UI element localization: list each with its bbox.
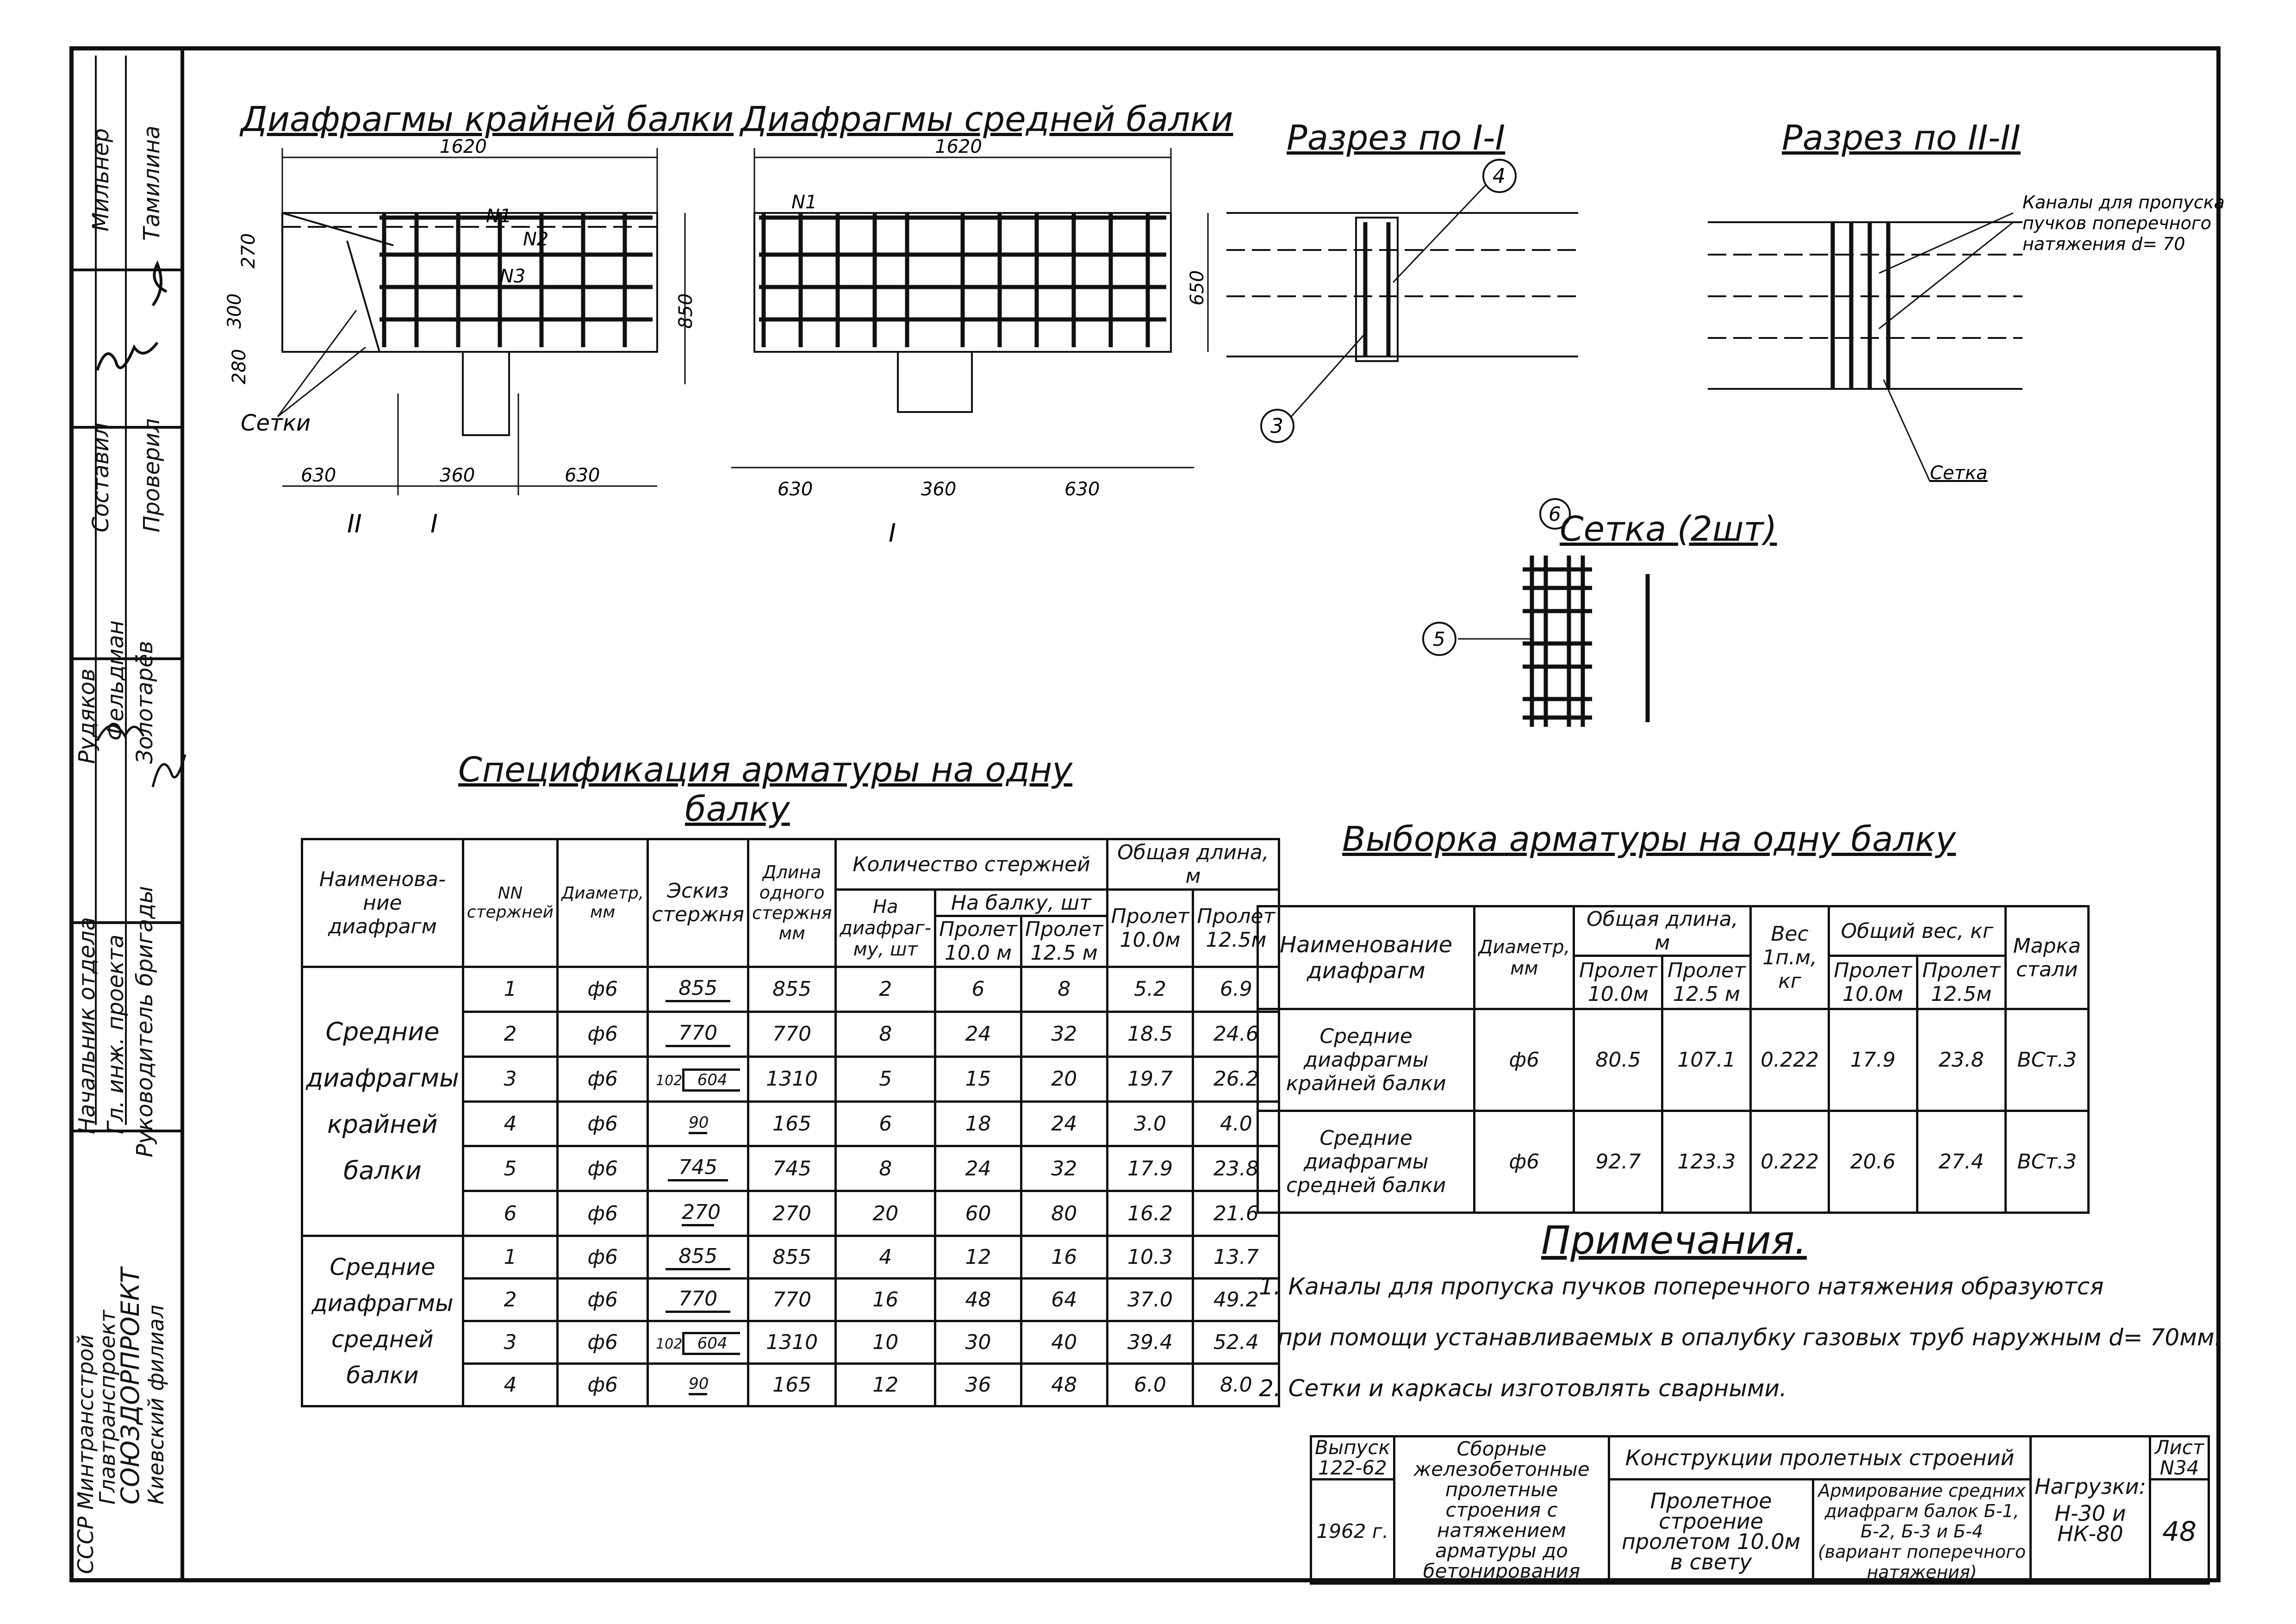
org-line-3: СОЮЗДОРПРОЕКТ: [116, 1268, 145, 1505]
cell: 23.8: [1917, 1009, 2005, 1111]
sketch-cell: [648, 1056, 748, 1101]
cell: 1310: [748, 1321, 835, 1364]
sketch-label: 770: [666, 1021, 730, 1047]
stamp-page: 48: [2150, 1480, 2209, 1584]
cell: 16.2: [1107, 1191, 1193, 1236]
mark-n3: N3: [500, 266, 526, 287]
spec-h-count: Количество стержней: [836, 839, 1107, 890]
cell: 1310: [748, 1056, 835, 1101]
sel-h-w10: Пролет 10.0м: [1829, 956, 1917, 1009]
cell: 2: [463, 1012, 557, 1056]
dim-outer-360: 360: [440, 465, 475, 486]
cell: 6: [935, 967, 1021, 1012]
sketch-cell: [648, 1191, 748, 1236]
cell: 21.6: [1193, 1191, 1279, 1236]
stamp-load: [2031, 1437, 2150, 1584]
sketch-cell: [648, 1364, 748, 1406]
dim-middle-630b: 630: [1064, 479, 1100, 500]
cell: 49.2: [1193, 1279, 1279, 1321]
title-section-1: Разрез по I-I: [1287, 118, 1506, 158]
sketch-label: 770: [666, 1287, 730, 1313]
sketch-label: 604: [682, 1068, 740, 1092]
stamp-series: Сборные железобетонные пролетные строения с натяжением арматуры до бетонирования: [1394, 1437, 1609, 1584]
cell: ф6: [558, 1321, 648, 1364]
cell: 770: [748, 1012, 835, 1056]
dim-outer-300: 300: [224, 293, 245, 329]
cell: 8: [836, 1012, 935, 1056]
mesh-drawing: [1407, 491, 1731, 768]
name-top-1: Мильнер: [88, 128, 114, 231]
dim-outer-1620: 1620: [440, 136, 487, 157]
cell: 1: [463, 967, 557, 1012]
cell: 12: [935, 1236, 1021, 1279]
cell: ф6: [558, 1056, 648, 1101]
cell: 23.8: [1193, 1146, 1279, 1191]
cell: 24: [935, 1146, 1021, 1191]
cell: 2: [836, 967, 935, 1012]
spec-title-2: балку: [685, 789, 790, 829]
spec-group-1-name: Средние диафрагмы крайней балки: [302, 967, 463, 1236]
cell: 20: [836, 1191, 935, 1236]
cell: 4.0: [1193, 1101, 1279, 1146]
cell: 16: [1021, 1236, 1107, 1279]
spec-h-span10: Пролет 10.0 м: [935, 916, 1021, 967]
spec-h-dia: Диаметр, мм: [558, 839, 648, 967]
cell: 6.9: [1193, 967, 1279, 1012]
cell: 64: [1021, 1279, 1107, 1321]
selection-title: Выборка арматуры на одну балку: [1342, 819, 1956, 859]
cell: ф6: [558, 1191, 648, 1236]
cell: 165: [748, 1101, 835, 1146]
cell: 80: [1021, 1191, 1107, 1236]
cell: 39.4: [1107, 1321, 1193, 1364]
dim-middle-1620: 1620: [935, 136, 982, 157]
sketch-side: 102: [656, 1336, 683, 1352]
name-2: Фельдман: [103, 620, 129, 741]
cell: 20: [1021, 1056, 1107, 1101]
spec-h-sketch: Эскиз стержня: [648, 839, 748, 967]
cell: 107.1: [1662, 1009, 1751, 1111]
sel-h-w: Вес 1п.м, кг: [1751, 906, 1829, 1009]
cell: 15: [935, 1056, 1021, 1101]
sel-h-l10: Пролет 10.0м: [1574, 956, 1662, 1009]
sketch-label: 90: [689, 1113, 707, 1134]
cell: 48: [935, 1279, 1021, 1321]
cell: Средние диафрагмы средней балки: [1258, 1111, 1475, 1213]
callout-3: 3: [1270, 414, 1283, 438]
spec-h-num: NN стержней: [463, 839, 557, 967]
cell: ф6: [558, 1236, 648, 1279]
note-1b: при помощи устанавливаемых в опалубку газовых труб наружным d= 70мм.: [1277, 1324, 2222, 1351]
stamp-load-value: Н-30 и НК-80: [2054, 1500, 2126, 1546]
cell: 12: [836, 1364, 935, 1406]
name-1: Рудяков: [74, 668, 100, 764]
stamp-sheet-value: N34: [2159, 1456, 2199, 1479]
cell: 5: [836, 1056, 935, 1101]
cell: 26.2: [1193, 1056, 1279, 1101]
role-chief: Гл. инж. проекта: [103, 934, 129, 1134]
spec-h-span125: Пролет 12.5 м: [1021, 916, 1107, 967]
table-row: [1258, 1009, 2089, 1111]
spec-h-t125: Пролет 12.5м: [1193, 890, 1279, 967]
cell: 32: [1021, 1012, 1107, 1056]
note-2: 2. Сетки и каркасы изготовлять сварными.: [1259, 1375, 1787, 1402]
cell: ф6: [1475, 1111, 1574, 1213]
cell: 5: [463, 1146, 557, 1191]
cell: ф6: [558, 1101, 648, 1146]
spec-group-2-name: Средние диафрагмы средней балки: [302, 1236, 463, 1406]
title-outer-beam: Диафрагмы крайней балки: [241, 100, 734, 139]
cell: 60: [935, 1191, 1021, 1236]
cell: 36: [935, 1364, 1021, 1406]
org-line-1: СССР Минтрансстрой: [73, 1334, 98, 1574]
channels-line-1: Каналы для пропуска: [2022, 192, 2225, 212]
table-row: [302, 1236, 1279, 1279]
channels-line-3: натяжения d= 70: [2022, 234, 2185, 254]
cell: 123.3: [1662, 1111, 1751, 1213]
dim-outer-630b: 630: [565, 465, 600, 486]
notes: [1259, 1273, 2222, 1426]
sketch-cell: [648, 1279, 748, 1321]
sketch-label: 745: [668, 1156, 728, 1181]
dim-outer-280: 280: [229, 349, 250, 384]
sketch-cell: [648, 1236, 748, 1279]
dim-middle-360: 360: [921, 479, 957, 500]
spec-h-name: Наименова-ние диафрагм: [302, 839, 463, 967]
sel-h-name: Наименование диафрагм: [1258, 906, 1475, 1009]
spec-table: [301, 838, 1280, 1407]
name-3: Золотарёв: [132, 641, 158, 764]
cell: 8: [836, 1146, 935, 1191]
spec-title-1: Спецификация арматуры на одну: [458, 750, 1073, 790]
cell: 20.6: [1829, 1111, 1917, 1213]
cell: 16: [836, 1279, 935, 1321]
cell: ф6: [558, 1279, 648, 1321]
cell: 1: [463, 1236, 557, 1279]
sel-h-len: Общая длина, м: [1574, 906, 1751, 956]
cell: 0.222: [1751, 1009, 1829, 1111]
cell: 855: [748, 1236, 835, 1279]
cell: 48: [1021, 1364, 1107, 1406]
channels-line-2: пучков поперечного: [2022, 213, 2212, 233]
cell: Средние диафрагмы крайней балки: [1258, 1009, 1475, 1111]
outer-beam-drawing: [224, 134, 703, 551]
cell: 27.4: [1917, 1111, 2005, 1213]
stamp-sheet: [2150, 1437, 2209, 1480]
cell: 30: [935, 1321, 1021, 1364]
section-2-drawing: [1708, 185, 2263, 500]
sketch-cell: [648, 1101, 748, 1146]
sketch-label: 855: [666, 1244, 730, 1270]
cell: 24.6: [1193, 1012, 1279, 1056]
cell: ф6: [558, 1012, 648, 1056]
cell: 0.222: [1751, 1111, 1829, 1213]
sketch-side: 102: [656, 1072, 683, 1089]
dim-middle-650: 650: [1187, 270, 1208, 306]
cell: ВСт.3: [2005, 1111, 2088, 1213]
cell: 745: [748, 1146, 835, 1191]
spec-h-total: Общая длина, м: [1107, 839, 1279, 890]
dim-middle-630a: 630: [778, 479, 813, 500]
cell: 4: [836, 1236, 935, 1279]
stamp-content: Армирование средних диафрагм балок Б-1, Б-2, Б-3 и Б-4 (вариант поперечного натяжения): [1813, 1480, 2031, 1584]
section-1-drawing: [1226, 157, 1643, 458]
title-section-2: Разрез по II-II: [1782, 118, 2021, 158]
cell: 92.7: [1574, 1111, 1662, 1213]
mark-middle-section-i: I: [889, 518, 896, 548]
cell: 2: [463, 1279, 557, 1321]
cell: 6: [463, 1191, 557, 1236]
spec-h-per-beam: На балку, шт: [935, 890, 1108, 916]
cell: 3.0: [1107, 1101, 1193, 1146]
sketch-cell: [648, 1146, 748, 1191]
cell: ф6: [558, 1364, 648, 1406]
sketch-cell: [648, 967, 748, 1012]
cell: 3: [463, 1321, 557, 1364]
cell: 10.3: [1107, 1236, 1193, 1279]
sketch-label: 855: [666, 976, 730, 1002]
cell: 40: [1021, 1321, 1107, 1364]
stamp-construction: Конструкции пролетных строений: [1609, 1437, 2031, 1480]
cell: 17.9: [1829, 1009, 1917, 1111]
cell: 24: [935, 1012, 1021, 1056]
cell: 17.9: [1107, 1146, 1193, 1191]
cell: 6: [836, 1101, 935, 1146]
label-meshes: Сетки: [241, 410, 311, 436]
callout-4: 4: [1493, 164, 1506, 188]
cell: 855: [748, 967, 835, 1012]
note-1: 1. Каналы для пропуска пучков поперечного натяжения образуются: [1259, 1273, 2104, 1300]
stamp-issue-label: Выпуск: [1315, 1436, 1390, 1459]
cell: 3: [463, 1056, 557, 1101]
stamp-issue: [1311, 1437, 1394, 1480]
cell: 270: [748, 1191, 835, 1236]
spec-h-t10: Пролет 10.0м: [1107, 890, 1193, 967]
title-mesh: Сетка (2шт): [1560, 509, 1777, 549]
sel-h-tw: Общий вес, кг: [1829, 906, 2005, 956]
name-top-2: Тамилина: [139, 125, 165, 241]
dim-outer-850: 850: [675, 293, 697, 329]
sel-h-dia: Диаметр, мм: [1475, 906, 1574, 1009]
cell: 4: [463, 1364, 557, 1406]
sel-h-l125: Пролет 12.5 м: [1662, 956, 1751, 1009]
callout-6: 6: [1549, 503, 1561, 525]
cell: 165: [748, 1364, 835, 1406]
signatures: [69, 46, 185, 926]
label-mesh: Сетка: [1930, 462, 1988, 484]
cell: ф6: [1475, 1009, 1574, 1111]
cell: 8.0: [1193, 1364, 1279, 1406]
callout-5: 5: [1433, 628, 1445, 650]
cell: 24: [1021, 1101, 1107, 1146]
mark-middle-n1: N1: [791, 192, 817, 213]
cell: 37.0: [1107, 1279, 1193, 1321]
cell: 18.5: [1107, 1012, 1193, 1056]
cell: 13.7: [1193, 1236, 1279, 1279]
sketch-label: 90: [689, 1374, 707, 1395]
mark-n1: N1: [486, 206, 512, 227]
sketch-cell: [648, 1012, 748, 1056]
role-composed: Составил: [88, 423, 114, 532]
table-row: [302, 967, 1279, 1012]
cell: 80.5: [1574, 1009, 1662, 1111]
mark-section-ii: II: [347, 509, 362, 538]
cell: 5.2: [1107, 967, 1193, 1012]
cell: 18: [935, 1101, 1021, 1146]
title-block: [1310, 1435, 2210, 1585]
sketch-cell: [648, 1321, 748, 1364]
stamp-load-label: Нагрузки:: [2035, 1474, 2147, 1499]
role-checked: Проверил: [139, 418, 165, 532]
cell: ВСт.3: [2005, 1009, 2088, 1111]
cell: 10: [836, 1321, 935, 1364]
cell: 770: [748, 1279, 835, 1321]
sel-h-w125: Пролет 12.5м: [1917, 956, 2005, 1009]
middle-beam-drawing: [731, 134, 1217, 551]
sketch-label: 604: [682, 1332, 740, 1355]
selection-table: [1257, 905, 2090, 1214]
dim-outer-630a: 630: [301, 465, 336, 486]
stamp-sheet-label: Лист: [2154, 1436, 2204, 1459]
org-line-4: Киевский филиал: [143, 1305, 168, 1505]
cell: 32: [1021, 1146, 1107, 1191]
cell: 52.4: [1193, 1321, 1279, 1364]
cell: 8: [1021, 967, 1107, 1012]
spec-h-len: Длина одного стержня мм: [748, 839, 835, 967]
cell: ф6: [558, 1146, 648, 1191]
cell: 6.0: [1107, 1364, 1193, 1406]
dim-outer-270: 270: [238, 233, 259, 269]
title-middle-beam: Диафрагмы средней балки: [740, 100, 1233, 139]
role-lead: Руководитель бригады: [132, 886, 158, 1157]
table-row: [1258, 1111, 2089, 1213]
stamp-span: Пролетное строение пролетом 10.0м в свету: [1609, 1480, 1813, 1584]
sel-h-steel: Марка стали: [2005, 906, 2088, 1009]
cell: ф6: [558, 967, 648, 1012]
notes-title: Примечания.: [1541, 1218, 1807, 1263]
stamp-year: 1962 г.: [1311, 1480, 1394, 1584]
mark-n2: N2: [523, 229, 549, 250]
cell: 19.7: [1107, 1056, 1193, 1101]
mark-section-i: I: [430, 509, 438, 538]
org-line-2: Главтранспроект: [95, 1310, 120, 1505]
spec-h-per-diaph: На диафраг-му, шт: [836, 890, 935, 967]
sketch-label: 270: [682, 1200, 714, 1226]
cell: 4: [463, 1101, 557, 1146]
role-head: Начальник отдела: [74, 917, 100, 1134]
stamp-issue-value: 122-62: [1318, 1456, 1387, 1479]
